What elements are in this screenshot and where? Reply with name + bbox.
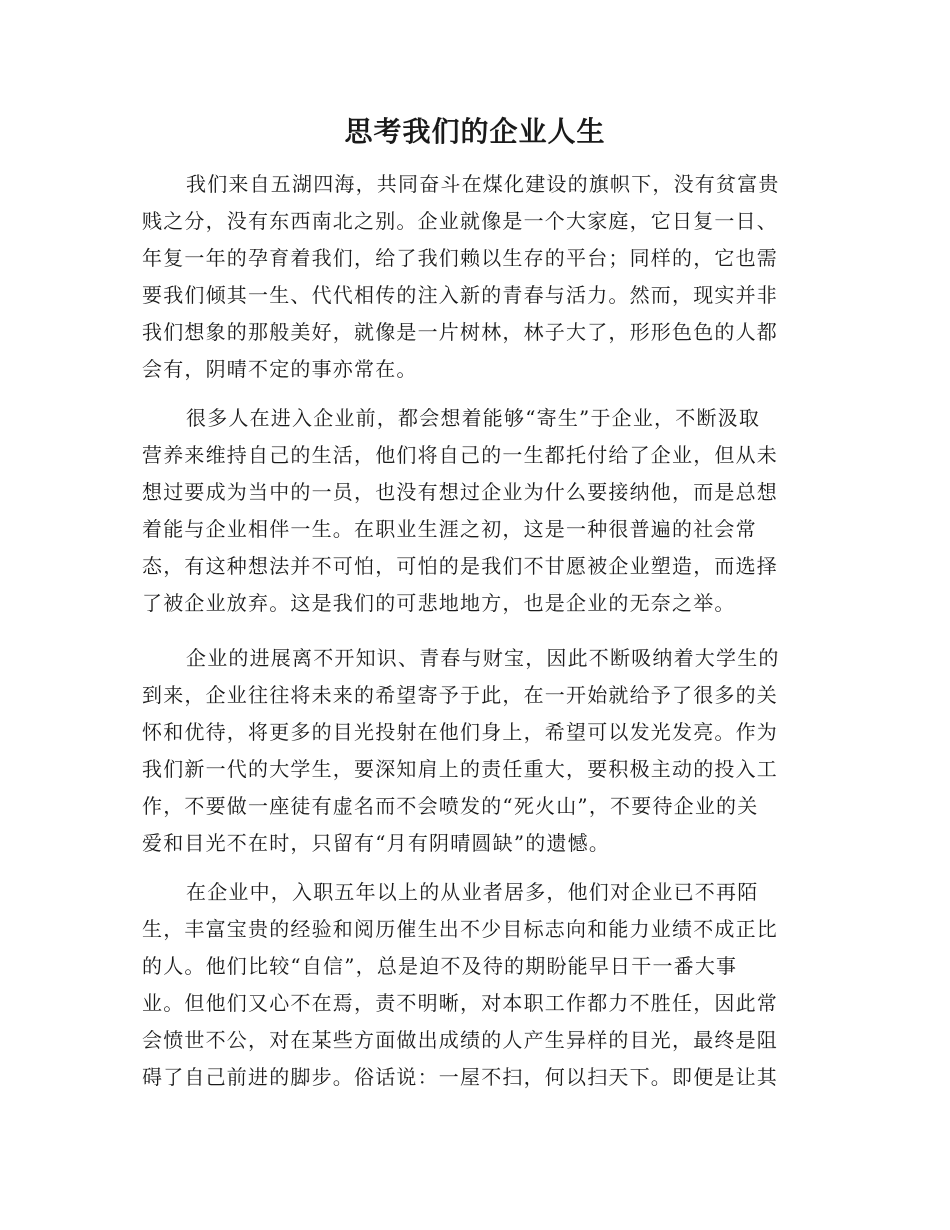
paragraph-line: 碍了自己前进的脚步。俗话说：一屋不扫，何以扫天下。即便是让其 xyxy=(142,1065,778,1089)
paragraph-line: 生，丰富宝贵的经验和阅历催生出不少目标志向和能力业绩不成正比 xyxy=(142,917,778,941)
paragraph-1 xyxy=(142,166,808,388)
paragraph-3 xyxy=(142,640,808,862)
paragraph-line: 想过要成为当中的一员，也没有想过企业为什么要接纳他，而是总想 xyxy=(142,480,778,504)
paragraph-line: 作，不要做一座徒有虚名而不会喷发的“死火山”，不要待企业的关 xyxy=(142,794,759,818)
paragraph-2 xyxy=(142,400,808,622)
paragraph-line: 在企业中，入职五年以上的从业者居多，他们对企业已不再陌 xyxy=(186,880,759,904)
paragraph-line: 到来，企业往往将未来的希望寄予于此，在一开始就给予了很多的关 xyxy=(142,683,778,707)
paragraph-line: 我们来自五湖四海，共同奋斗在煤化建设的旗帜下，没有贫富贵 xyxy=(186,172,780,196)
paragraph-line: 企业的进展离不开知识、青春与财宝，因此不断吸纳着大学生的 xyxy=(186,646,780,670)
paragraph-line: 着能与企业相伴一生。在职业生涯之初，这是一种很普遍的社会常 xyxy=(142,517,757,541)
paragraph-4 xyxy=(142,874,808,1096)
paragraph-line: 态，有这种想法并不可怕，可怕的是我们不甘愿被企业塑造，而选择 xyxy=(142,554,778,578)
paragraph-line: 爱和目光不在时，只留有“月有阴晴圆缺”的遗憾。 xyxy=(142,831,611,855)
paragraph-line: 年复一年的孕育着我们，给了我们赖以生存的平台；同样的，它也需 xyxy=(142,246,778,270)
paragraph-line: 会有，阴晴不定的事亦常在。 xyxy=(142,357,418,381)
paragraph-line: 贱之分，没有东西南北之别。企业就像是一个大家庭，它日复一日、 xyxy=(142,209,778,233)
paragraph-line: 营养来维持自己的生活，他们将自己的一生都托付给了企业，但从未 xyxy=(142,443,778,467)
page-title: 思考我们的企业人生 xyxy=(344,115,606,148)
paragraph-line: 我们新一代的大学生，要深知肩上的责任重大，要积极主动的投入工 xyxy=(142,757,778,781)
paragraph-line: 要我们倾其一生、代代相传的注入新的青春与活力。然而，现实并非 xyxy=(142,283,778,307)
paragraph-line: 很多人在进入企业前，都会想着能够“寄生”于企业，不断汲取 xyxy=(186,406,761,430)
paragraph-line: 会愤世不公，对在某些方面做出成绩的人产生异样的目光，最终是阻 xyxy=(142,1028,778,1052)
paragraph-line: 了被企业放弃。这是我们的可悲地地方，也是企业的无奈之举。 xyxy=(142,591,736,615)
paragraph-line: 怀和优待，将更多的目光投射在他们身上，希望可以发光发亮。作为 xyxy=(142,720,778,744)
paragraph-line: 的人。他们比较“自信”，总是迫不及待的期盼能早日干一番大事 xyxy=(142,954,738,978)
paragraph-line: 我们想象的那般美好，就像是一片树林，林子大了，形形色色的人都 xyxy=(142,320,778,344)
paragraph-line: 业。但他们又心不在焉，责不明晰，对本职工作都力不胜任，因此常 xyxy=(142,991,778,1015)
